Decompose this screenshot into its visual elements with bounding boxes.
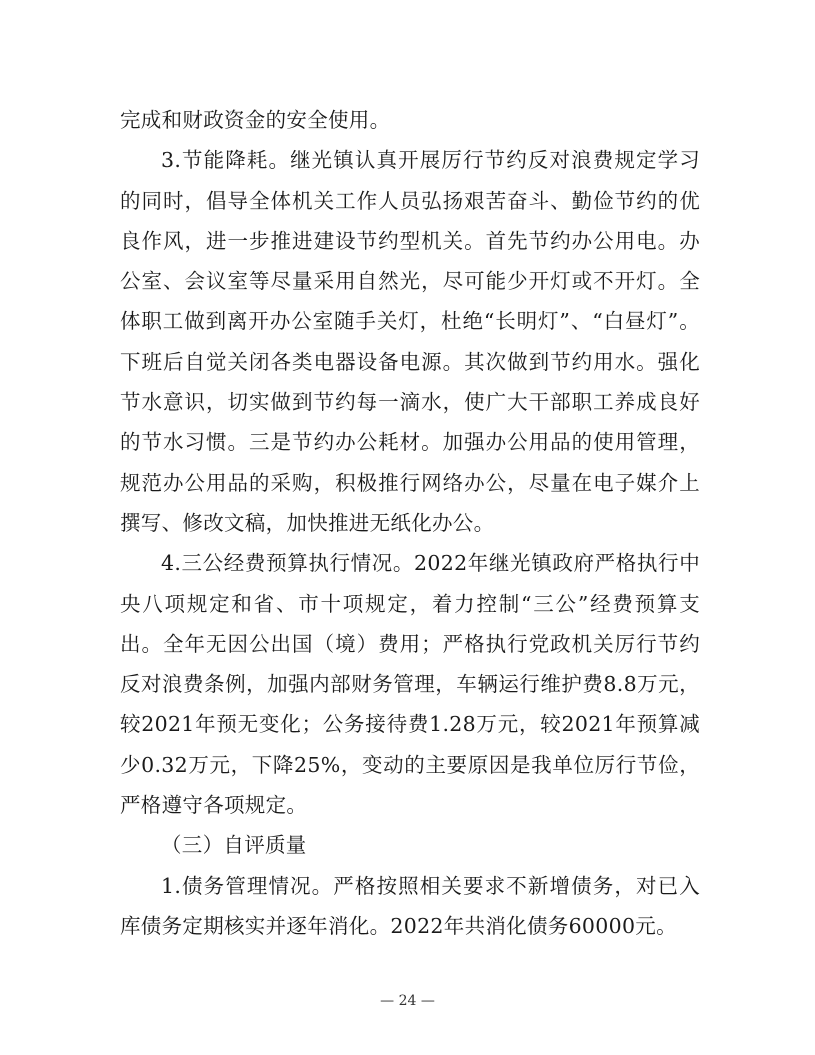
paragraph-energy-saving: 3.节能降耗。继光镇认真开展厉行节约反对浪费规定学习的同时，倡导全体机关工作人员弘扬艰苦奋斗、勤俭节约的优良作风，进一步推进建设节约型机关。首先节约办公用电。办公室、会议室等尽量采用自然光，尽可能少开灯或不开灯。全体职工做到离开办公室随手关灯，杜绝“长明灯”、“白昼灯”。下班后自觉关闭各类电器设备电源。其次做到节约用水。强化节水意识，切实做到节约每一滴水，使广大干部职工养成良好的节水习惯。三是节约办公耗材。加强办公用品的使用管理，规范办公用品的采购，积极推行网络办公，尽量在电子媒介上撰写、修改文稿，加快推进无纸化办公。	[120, 148, 700, 535]
paragraph-debt-management: 1.债务管理情况。严格按照相关要求不新增债务，对已入库债务定期核实并逐年消化。2022年共消化债务60000元。	[120, 873, 700, 938]
paragraph-three-public-expenses: 4.三公经费预算执行情况。2022年继光镇政府严格执行中央八项规定和省、市十项规定，着力控制“三公”经费预算支出。全年无因公出国（境）费用；严格执行党政机关厉行节约反对浪费条例，加强内部财务管理，车辆运行维护费8.8万元，较2021年预无变化；公务接待费1.28万元，较2021年预算减少0.32万元，下降25%，变动的主要原因是我单位厉行节俭，严格遵守各项规定。	[120, 551, 700, 818]
body-text	[120, 100, 700, 946]
page-number: — 24 —	[380, 993, 435, 1009]
section-heading-self-evaluation: （三）自评质量	[161, 833, 307, 858]
paragraph-continuation: 完成和财政资金的安全使用。	[120, 108, 391, 132]
